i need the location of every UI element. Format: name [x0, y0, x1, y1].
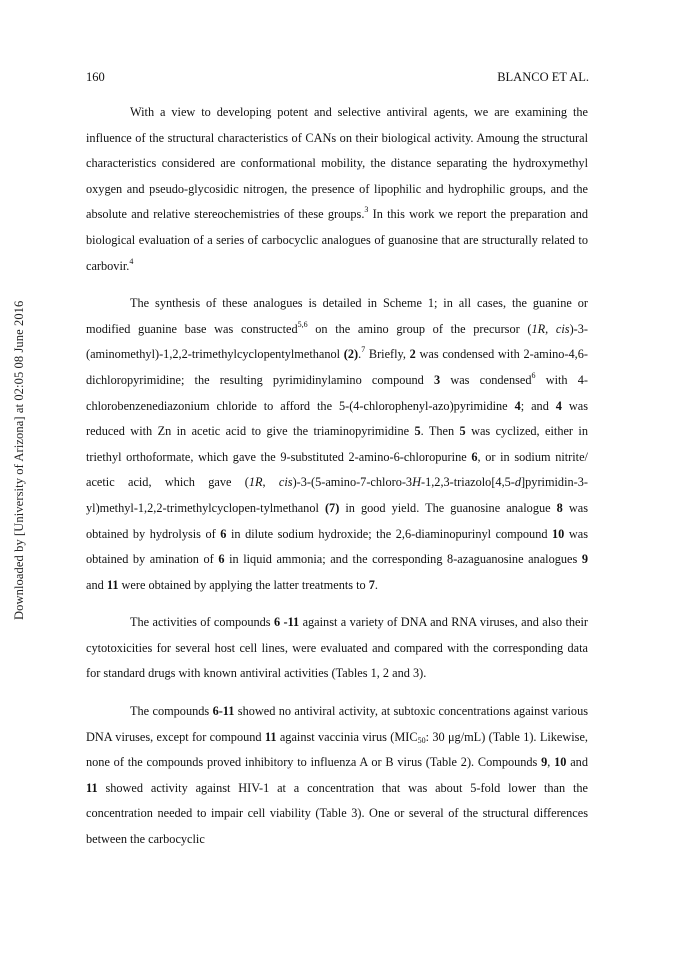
italic-text: d: [514, 475, 522, 490]
text: .: [358, 347, 362, 362]
compound-label: 10: [552, 526, 565, 541]
text: in good yield. The guanosine analogue: [339, 500, 557, 515]
text: ,: [547, 755, 555, 770]
text: . Then: [420, 424, 460, 439]
text: against vaccinia virus (MIC: [276, 729, 418, 744]
paragraph-results: [86, 699, 588, 853]
compound-label: 6: [471, 449, 478, 464]
italic-text: cis: [555, 321, 570, 336]
text: ]pyrimidin-3-yl)methyl-1,2,2-trimethylcyclopen-tylmethanol: [86, 475, 588, 515]
citation-ref: 4: [129, 256, 134, 266]
running-head: BLANCO ET AL.: [497, 70, 589, 84]
compound-label: 5: [414, 424, 421, 439]
compound-label: 6 -11: [273, 615, 300, 630]
compound-label: 3: [434, 372, 441, 387]
text: and: [86, 577, 107, 592]
text: in dilute sodium hydroxide; the 2,6-diaminopurinyl compound: [226, 526, 553, 541]
compound-label: 11: [264, 729, 277, 744]
compound-label: 6: [220, 526, 227, 541]
text: on the amino group of the precursor (: [307, 321, 532, 336]
page-number: 160: [86, 70, 105, 84]
text: was condensed: [440, 372, 532, 387]
paragraph-intro: [86, 100, 588, 279]
download-watermark: Downloaded by [University of Arizona] at 02:05 08 June 2016: [12, 300, 26, 620]
citation-ref: 3: [364, 205, 369, 215]
text: .: [374, 577, 378, 592]
text: showed no antiviral activity, at subtoxic concentrations against various DNA viruses, except for compound: [86, 704, 588, 744]
text: against a variety of DNA and RNA viruses, and also their cytotoxicities for several host cell lines, were evaluated and compared with the corresponding data for standard drugs with known antiviral activities (Tables 1, 2 and 3).: [86, 615, 589, 681]
text: )-3-(aminomethyl)-1,2,2-trimethylcyclopentylmethanol: [86, 321, 588, 362]
subscript: 50: [417, 735, 426, 745]
compound-label: 11: [106, 577, 119, 592]
text: showed activity against HIV-1 at a concentration that was about 5-fold lower than the concentration needed to impair cell viability (Table 3). One or several of the structural differences between the carbocyclic: [86, 780, 588, 847]
text: was obtained by amination of: [86, 526, 588, 567]
text: With a view to developing potent and selective antiviral agents, we are examining the influence of the structural characteristics of CANs on their biological activity. Amoung the structural characteristics considered are conformational mobility, the distance separating the hydroxymethyl oxygen and pseudo-glycosidic nitrogen, the presence of lipophilic and hydrophilic groups, and the absolute and relative stereochemistries of these groups.: [86, 105, 588, 222]
text: Briefly,: [365, 347, 410, 362]
compound-label: 9: [581, 552, 588, 567]
text: with 4-chlorobenzenediazonium chloride to afford the 5-(4-chlorophenyl-azo)pyrimidine: [86, 372, 588, 413]
text: was obtained by hydrolysis of: [86, 500, 588, 541]
compound-label: 6: [218, 552, 225, 567]
citation-ref: 7: [361, 345, 366, 355]
compound-label: 11: [86, 780, 98, 795]
italic-text: 1R: [248, 475, 263, 490]
italic-text: cis: [278, 475, 293, 490]
citation-ref: 6: [531, 370, 536, 380]
text: in liquid ammonia; and the corresponding 8-azaguanosine analogues: [224, 552, 582, 567]
text: -1,2,3-triazolo[4,5-: [420, 475, 515, 490]
compound-label: (7): [324, 500, 340, 515]
text: The synthesis of these analogues is detailed in Scheme 1; in all cases, the guanine or modified guanine base was constructed: [86, 296, 588, 336]
compound-label: 4: [555, 398, 562, 413]
compound-label: 10: [554, 755, 567, 770]
text: and: [566, 755, 588, 770]
compound-label: (2): [343, 347, 359, 362]
text: , or in sodium nitrite/ acetic acid, which gave (: [86, 449, 588, 490]
text: In this work we report the preparation and biological evaluation of a series of carbocyclic analogues of guanosine that are structurally related to carbovir.: [86, 207, 588, 273]
text: ,: [545, 321, 556, 336]
text: were obtained by applying the latter treatments to: [118, 577, 369, 592]
italic-text: 1R: [531, 321, 546, 336]
text: )-3-(5-amino-7-chloro-3: [292, 475, 413, 490]
article-body: [86, 100, 588, 853]
compound-label: 4: [514, 398, 521, 413]
compound-label: 5: [459, 424, 466, 439]
text: The compounds: [130, 704, 213, 719]
compound-label: 2: [409, 347, 416, 362]
compound-label: 6-11: [212, 704, 235, 719]
page-header: [86, 70, 589, 85]
italic-text: H: [412, 475, 421, 490]
compound-label: 8: [556, 500, 563, 515]
text: : 30 μg/mL) (Table 1). Likewise, none of the compounds proved inhibitory to influenza A or B virus (Table 2). Compounds: [86, 729, 588, 770]
text: was cyclized, either in triethyl orthoformate, which gave the 9-substituted 2-amino-6-chloropurine: [86, 424, 588, 464]
compound-label: 9: [541, 755, 548, 770]
citation-ref: 5,6: [297, 319, 308, 329]
text: was condensed with 2-amino-4,6-dichloropyrimidine; the resulting pyrimidinylamino compound: [86, 347, 588, 387]
paragraph-synthesis: [86, 291, 588, 598]
paragraph-activities: [86, 610, 588, 687]
text: The activities of compounds: [130, 615, 274, 630]
text: ; and: [520, 398, 556, 413]
text: was reduced with Zn in acetic acid to give the triaminopyrimidine: [86, 398, 588, 439]
compound-label: 7: [368, 577, 375, 592]
text: ,: [262, 475, 279, 490]
